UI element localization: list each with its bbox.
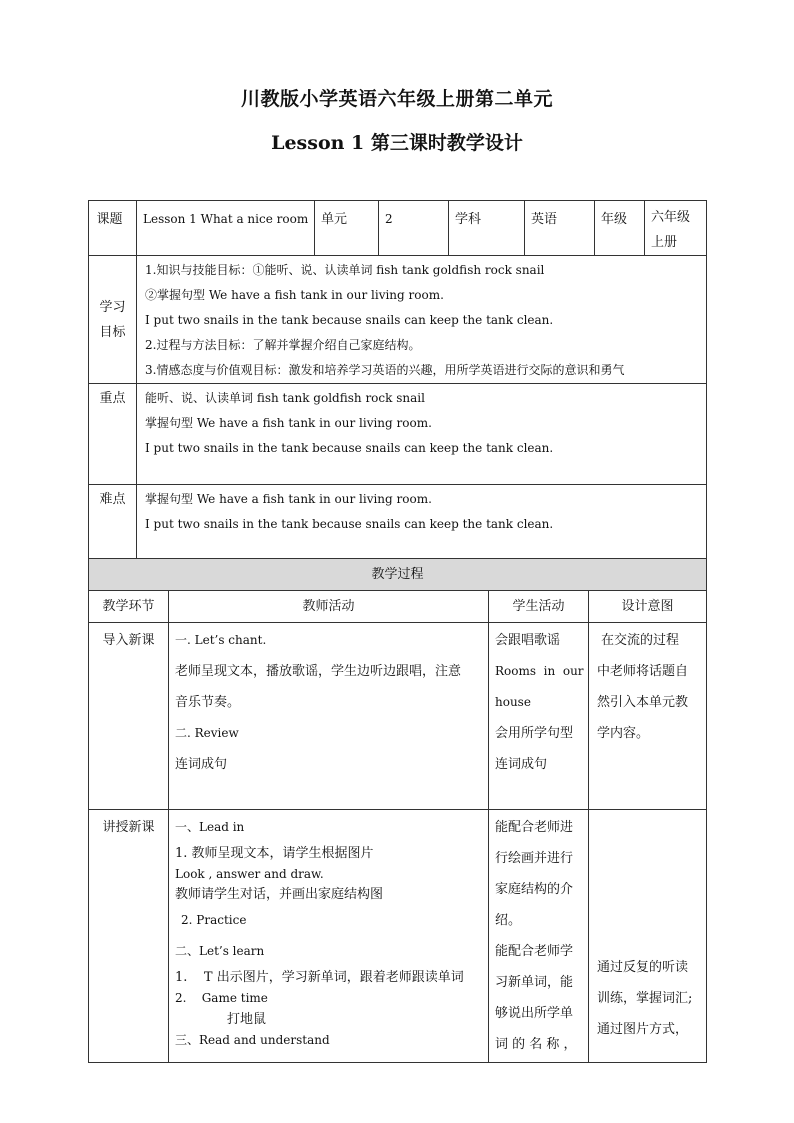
process-section-title: 教学过程	[89, 559, 707, 591]
unit-value: 2	[379, 201, 449, 256]
key-points-content	[137, 384, 707, 485]
teacher-activity-cell: 一、Lead in 1. 教师呈现文本，请学生根据图片 Look , answer and draw. 教师请学生对话，并画出家庭结构图 2. Practice 二、Let’s learn 1. T 出示图片，学习新单词，跟着老师跟读单词 2. Game time 打地鼠 三、Read and understand	[169, 810, 489, 1063]
process-row-new-lesson	[89, 810, 707, 1063]
grade-label: 年级	[595, 201, 645, 256]
design-intent-cell: 通过反复的听读 训练，掌握词汇; 通过图片方式，	[589, 810, 707, 1063]
objective-line: 2.过程与方法目标：了解并掌握介绍自己家庭结构。	[145, 338, 421, 352]
document-subtitle: Lesson 1 第三课时教学设计	[271, 132, 523, 154]
subject-label: 学科	[449, 201, 525, 256]
lesson-info-table	[88, 200, 707, 561]
key-point-line: 能听、说、认读单词 fish tank goldfish rock snail	[145, 391, 425, 405]
topic-value: Lesson 1 What a nice room	[137, 201, 315, 256]
stage-cell: 导入新课	[89, 623, 169, 810]
difficult-point-line: I put two snails in the tank because snails can keep the tank clean.	[145, 517, 554, 531]
student-activity-cell: 会跟唱歌谣 Rooms in our house 会用所学句型 连词成句	[489, 623, 589, 810]
objective-line: I put two snails in the tank because snails can keep the tank clean.	[145, 313, 554, 327]
stage-cell: 讲授新课	[89, 810, 169, 1063]
student-activity-cell: 能配合老师进 行绘画并进行 家庭结构的介 绍。 能配合老师学 习新单词，能 够说出所学单 词 的 名 称 ，	[489, 810, 589, 1063]
design-intent-cell: 在交流的过程 中老师将话题自 然引入本单元教 学内容。	[589, 623, 707, 810]
objective-line: 3.情感态度与价值观目标：激发和培养学习英语的兴趣，用所学英语进行交际的意识和勇气	[145, 363, 625, 377]
difficult-points-label: 难点	[89, 485, 137, 561]
column-header: 设计意图	[589, 591, 707, 623]
key-points-label: 重点	[89, 384, 137, 485]
document-title: 川教版小学英语六年级上册第二单元	[240, 88, 553, 110]
unit-label: 单元	[315, 201, 379, 256]
objective-line: 1.知识与技能目标：①能听、说、认读单词 fish tank goldfish rock snail	[145, 263, 545, 277]
process-title-row	[89, 559, 707, 591]
process-header-row	[89, 591, 707, 623]
info-row	[89, 201, 707, 256]
difficult-points-content	[137, 485, 707, 561]
process-row-intro	[89, 623, 707, 810]
objectives-row	[89, 256, 707, 384]
column-header: 教学环节	[89, 591, 169, 623]
grade-value: 六年级 上册	[645, 201, 707, 256]
subject-value: 英语	[525, 201, 595, 256]
column-header: 学生活动	[489, 591, 589, 623]
key-points-row	[89, 384, 707, 485]
difficult-points-row	[89, 485, 707, 561]
teacher-activity-cell: 一. Let’s chant. 老师呈现文本，播放歌谣，学生边听边跟唱，注意 音乐节奏。 二. Review 连词成句	[169, 623, 489, 810]
objectives-content	[137, 256, 707, 384]
column-header: 教师活动	[169, 591, 489, 623]
teaching-process-table	[88, 558, 707, 1063]
topic-label: 课题	[89, 201, 137, 256]
key-point-line: 掌握句型 We have a fish tank in our living room.	[145, 416, 432, 430]
key-point-line: I put two snails in the tank because snails can keep the tank clean.	[145, 441, 554, 455]
objective-line: ②掌握句型 We have a fish tank in our living room.	[145, 288, 444, 302]
difficult-point-line: 掌握句型 We have a fish tank in our living room.	[145, 492, 432, 506]
objectives-label: 学习 目标	[89, 256, 137, 384]
